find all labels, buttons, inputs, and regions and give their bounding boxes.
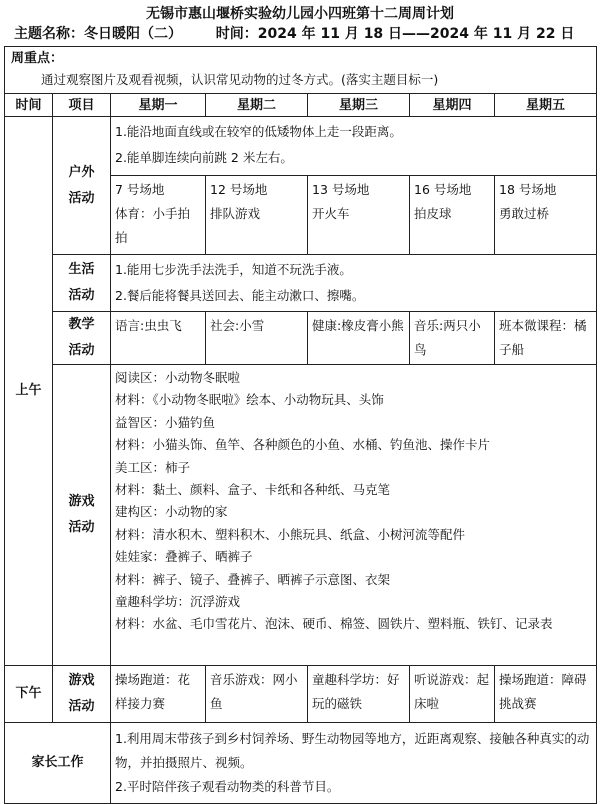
- page-title: 无锡市惠山堰桥实验幼儿园小四班第十二周周计划: [146, 6, 454, 22]
- teaching-monday: 语言:虫虫飞: [111, 312, 206, 365]
- parents-line: 1.利用周末带孩子到乡村饲养场、野生动物园等地方，近距离观察、接触各种真实的动物，并拍摄照片、视频。: [115, 731, 590, 770]
- outdoor-activity: 拍皮球: [414, 206, 452, 221]
- teaching-tuesday: 社会:小雪: [206, 312, 308, 365]
- game-line: 材料：小猫头饰、鱼竿、各种颜色的小鱼、水桶、钓鱼池、操作卡片: [115, 437, 491, 453]
- life-label-line1: 生活: [68, 262, 95, 277]
- outdoor-label: [53, 117, 111, 255]
- outdoor-friday: [495, 176, 597, 255]
- header-row: [5, 94, 597, 117]
- outdoor-venue: 13 号场地: [312, 182, 370, 197]
- header-time: 时间: [5, 94, 53, 117]
- outdoor-wednesday: [308, 176, 410, 255]
- afternoon-tuesday: 音乐游戏：网小鱼: [206, 666, 308, 723]
- outdoor-label-line2: 活动: [68, 190, 95, 206]
- outdoor-goal: 2.能单脚连续向前跳 2 米左右。: [115, 150, 293, 165]
- outdoor-activity: 开火车: [312, 206, 350, 221]
- afternoon-thursday: 听说游戏：起床啦: [410, 666, 495, 723]
- teaching-wednesday: 健康:橡皮膏小熊: [308, 312, 410, 365]
- game-line: 阅读区：小动物冬眠啦: [115, 370, 241, 385]
- afternoon-label: 下午: [5, 666, 53, 723]
- life-label: [53, 255, 111, 312]
- theme-label: 主题名称：冬日暖阳（二）: [14, 26, 182, 42]
- header-thursday: 星期四: [410, 94, 495, 117]
- afternoon-label-line2: 活动: [68, 699, 95, 714]
- teaching-thursday: 音乐:两只小鸟: [410, 312, 495, 365]
- outdoor-thursday: [410, 176, 495, 255]
- afternoon-game-label: [53, 666, 111, 723]
- outdoor-activity: 排队游戏: [210, 206, 261, 221]
- weekly-plan-table: [4, 46, 597, 804]
- header-monday: 星期一: [111, 94, 206, 117]
- game-line: 建构区：小动物的家: [115, 504, 228, 520]
- afternoon-label-line1: 游戏: [68, 673, 95, 688]
- parents-label: 家长工作: [5, 723, 111, 804]
- game-label: [53, 365, 111, 666]
- outdoor-venue: 7 号场地: [115, 182, 165, 197]
- game-line: 材料：清水积木、塑料积木、小熊玩具、纸盒、小树河流等配件: [115, 526, 466, 542]
- header-wednesday: 星期三: [308, 94, 410, 117]
- header-item: 项目: [53, 94, 111, 117]
- game-line: 材料：黏土、颜料、盒子、卡纸和各种纸、马克笔: [115, 482, 391, 498]
- outdoor-label-line1: 户外: [68, 164, 95, 180]
- life-goal: 2.餐后能将餐具送回去、能主动漱口、擦嘴。: [115, 288, 365, 303]
- outdoor-tuesday: [206, 176, 308, 255]
- afternoon-friday: 操场跑道：障碍挑战赛: [495, 666, 597, 723]
- focus-text: 通过观察图片及观看视频，认识常见动物的过冬方式。(落实主题目标一): [41, 72, 439, 87]
- focus-label: 周重点：: [11, 51, 64, 66]
- morning-label: 上午: [5, 117, 53, 666]
- outdoor-venue: 12 号场地: [210, 182, 268, 197]
- life-goal: 1.能用七步洗手法洗手，知道不玩洗手液。: [115, 262, 352, 277]
- time-label: 时间：2024 年 11 月 18 日——2024 年 11 月 22 日: [215, 26, 575, 42]
- life-label-line2: 活动: [68, 288, 95, 303]
- outdoor-goals: [111, 117, 597, 176]
- afternoon-wednesday: 童趣科学坊：好玩的磁铁: [308, 666, 410, 723]
- life-goals: [111, 255, 597, 312]
- outdoor-venue: 18 号场地: [499, 182, 557, 197]
- weekly-focus-cell: [5, 47, 597, 94]
- outdoor-goal: 1.能沿地面直线或在较窄的低矮物体上走一段距离。: [115, 124, 402, 139]
- outdoor-activity: 体育：小手拍拍: [115, 206, 191, 245]
- game-line: 美工区：柿子: [115, 459, 191, 475]
- game-line: 材料：水盆、毛巾雪花片、泡沫、硬币、棉签、圆铁片、塑料瓶、铁钉、记录表: [115, 616, 553, 632]
- game-line: 童趣科学坊：沉浮游戏: [115, 594, 241, 610]
- teaching-label: [53, 312, 111, 365]
- game-line: 材料：裤子、镜子、叠裤子、晒裤子示意图、衣架: [115, 571, 391, 587]
- teaching-friday: 班本微课程：橘子船: [495, 312, 597, 365]
- outdoor-venue: 16 号场地: [414, 182, 472, 197]
- parents-work: [111, 723, 597, 804]
- subtitle: [14, 24, 574, 44]
- game-line: 材料：《小动物冬眠啦》绘本、小动物玩具、头饰: [115, 392, 384, 408]
- teaching-label-line1: 教学: [68, 317, 95, 332]
- header-tuesday: 星期二: [206, 94, 308, 117]
- header-friday: 星期五: [495, 94, 597, 117]
- game-line: 益智区：小猫钓鱼: [115, 414, 216, 430]
- teaching-label-line2: 活动: [68, 343, 95, 358]
- parents-line: 2.平时陪伴孩子观看动物类的科普节目。: [115, 779, 340, 794]
- outdoor-monday: [111, 176, 206, 255]
- outdoor-activity: 勇敢过桥: [499, 206, 550, 221]
- game-label-line2: 活动: [68, 520, 95, 535]
- afternoon-monday: 操场跑道：花样接力赛: [111, 666, 206, 723]
- game-label-line1: 游戏: [68, 494, 95, 509]
- game-line: 娃娃家：叠裤子、晒裤子: [115, 549, 253, 565]
- game-areas: [111, 365, 597, 666]
